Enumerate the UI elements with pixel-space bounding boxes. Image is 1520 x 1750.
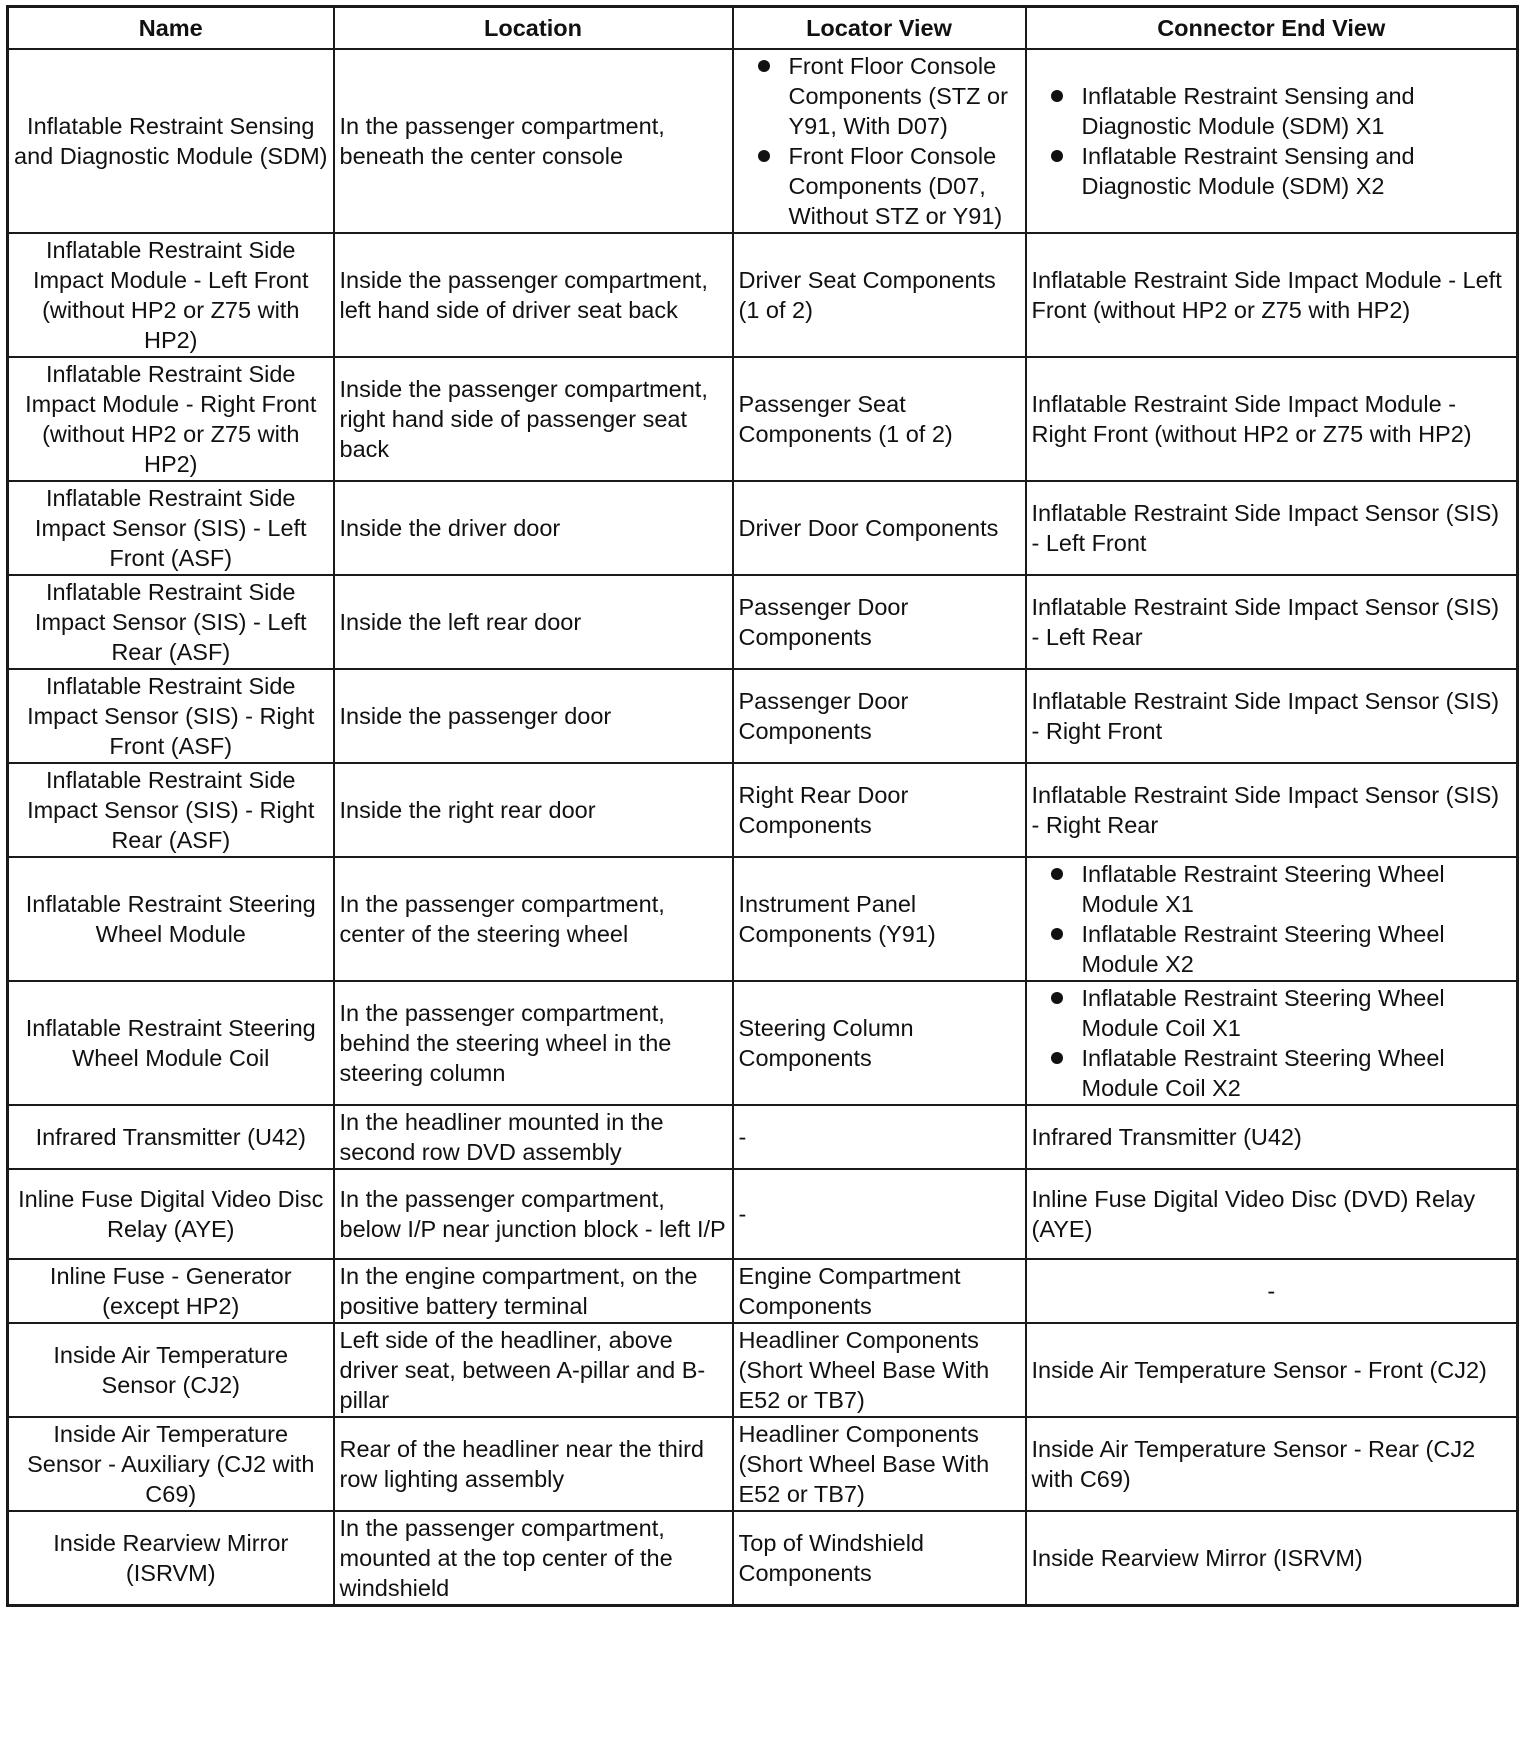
cell-connector-end-view: Inflatable Restraint Side Impact Sensor (SIS) - Right Front [1026, 669, 1518, 763]
bullet-text: Front Floor Console Components (D07, Without STZ or Y91) [788, 143, 1003, 229]
bullet-text: Inflatable Restraint Steering Wheel Module Coil X2 [1081, 1045, 1445, 1101]
cell-name: Inline Fuse - Generator (except HP2) [8, 1259, 334, 1323]
cell-locator-view: Right Rear Door Components [733, 763, 1026, 857]
bullet-item [1032, 141, 1512, 201]
cell-connector-end-view: Inside Air Temperature Sensor - Rear (CJ2 with C69) [1026, 1417, 1518, 1511]
cell-name: Inline Fuse Digital Video Disc Relay (AYE) [8, 1169, 334, 1259]
cell-connector-end-view: Inflatable Restraint Side Impact Module - Left Front (without HP2 or Z75 with HP2) [1026, 233, 1518, 357]
cell-location: In the passenger compartment, beneath the center console [334, 49, 733, 233]
table-row [8, 481, 1518, 575]
cell-connector-end-view: Inline Fuse Digital Video Disc (DVD) Relay (AYE) [1026, 1169, 1518, 1259]
bullet-item [1032, 919, 1512, 979]
cell-location: Inside the passenger compartment, right hand side of passenger seat back [334, 357, 733, 481]
cell-connector-end-view: - [1026, 1259, 1518, 1323]
table-row [8, 357, 1518, 481]
bullet-item [739, 51, 1020, 141]
cell-name: Inside Air Temperature Sensor - Auxiliary (CJ2 with C69) [8, 1417, 334, 1511]
cell-location: Inside the driver door [334, 481, 733, 575]
table-row [8, 1105, 1518, 1169]
bullet-dot-icon [758, 150, 770, 162]
cell-locator-view: Passenger Seat Components (1 of 2) [733, 357, 1026, 481]
cell-location: Inside the passenger door [334, 669, 733, 763]
cell-locator-view: Engine Compartment Components [733, 1259, 1026, 1323]
bullet-list [739, 51, 1020, 231]
header-location: Location [334, 7, 733, 50]
table-row [8, 575, 1518, 669]
cell-connector-end-view: Inflatable Restraint Side Impact Module - Right Front (without HP2 or Z75 with HP2) [1026, 357, 1518, 481]
cell-name: Inside Air Temperature Sensor (CJ2) [8, 1323, 334, 1417]
table-row [8, 49, 1518, 233]
header-locator-view: Locator View [733, 7, 1026, 50]
cell-name: Inflatable Restraint Side Impact Sensor (SIS) - Right Rear (ASF) [8, 763, 334, 857]
cell-name: Infrared Transmitter (U42) [8, 1105, 334, 1169]
bullet-list [1032, 983, 1512, 1103]
cell-name: Inflatable Restraint Steering Wheel Module Coil [8, 981, 334, 1105]
cell-locator-view: Driver Door Components [733, 481, 1026, 575]
bullet-dot-icon [1051, 992, 1063, 1004]
bullet-text: Front Floor Console Components (STZ or Y91, With D07) [788, 53, 1008, 139]
bullet-text: Inflatable Restraint Sensing and Diagnostic Module (SDM) X1 [1081, 83, 1415, 139]
cell-name: Inflatable Restraint Side Impact Sensor (SIS) - Right Front (ASF) [8, 669, 334, 763]
cell-location: In the passenger compartment, mounted at the top center of the windshield [334, 1511, 733, 1606]
cell-location: Inside the left rear door [334, 575, 733, 669]
table-row [8, 1323, 1518, 1417]
table-row [8, 763, 1518, 857]
cell-locator-view: Passenger Door Components [733, 669, 1026, 763]
bullet-dot-icon [1051, 868, 1063, 880]
component-locator-table [6, 5, 1519, 1607]
cell-location: In the passenger compartment, center of the steering wheel [334, 857, 733, 981]
bullet-item [739, 141, 1020, 231]
bullet-dot-icon [758, 60, 770, 72]
header-row [8, 7, 1518, 50]
table-row [8, 1259, 1518, 1323]
cell-name: Inflatable Restraint Side Impact Sensor (SIS) - Left Rear (ASF) [8, 575, 334, 669]
table-row [8, 1169, 1518, 1259]
table-row [8, 233, 1518, 357]
cell-locator-view: Steering Column Components [733, 981, 1026, 1105]
bullet-item [1032, 1043, 1512, 1103]
cell-connector-end-view: Inside Air Temperature Sensor - Front (CJ2) [1026, 1323, 1518, 1417]
cell-locator-view: Headliner Components (Short Wheel Base With E52 or TB7) [733, 1417, 1026, 1511]
cell-locator-view: - [733, 1169, 1026, 1259]
cell-connector-end-view: Inflatable Restraint Side Impact Sensor (SIS) - Left Rear [1026, 575, 1518, 669]
bullet-dot-icon [1051, 90, 1063, 102]
cell-locator-view: Top of Windshield Components [733, 1511, 1026, 1606]
bullet-item [1032, 859, 1512, 919]
cell-location: In the passenger compartment, behind the steering wheel in the steering column [334, 981, 733, 1105]
cell-connector-end-view: Infrared Transmitter (U42) [1026, 1105, 1518, 1169]
cell-location: Inside the right rear door [334, 763, 733, 857]
table-row [8, 857, 1518, 981]
bullet-list [1032, 859, 1512, 979]
cell-name: Inflatable Restraint Sensing and Diagnostic Module (SDM) [8, 49, 334, 233]
cell-connector-end-view: Inside Rearview Mirror (ISRVM) [1026, 1511, 1518, 1606]
cell-name: Inflatable Restraint Side Impact Module - Right Front (without HP2 or Z75 with HP2) [8, 357, 334, 481]
cell-name: Inflatable Restraint Side Impact Module - Left Front (without HP2 or Z75 with HP2) [8, 233, 334, 357]
bullet-list [1032, 81, 1512, 201]
bullet-dot-icon [1051, 150, 1063, 162]
cell-locator-view: Headliner Components (Short Wheel Base With E52 or TB7) [733, 1323, 1026, 1417]
cell-location: In the headliner mounted in the second row DVD assembly [334, 1105, 733, 1169]
bullet-text: Inflatable Restraint Steering Wheel Module Coil X1 [1081, 985, 1445, 1041]
cell-locator-view: Driver Seat Components (1 of 2) [733, 233, 1026, 357]
cell-connector-end-view [1026, 857, 1518, 981]
bullet-item [1032, 81, 1512, 141]
cell-name: Inside Rearview Mirror (ISRVM) [8, 1511, 334, 1606]
bullet-dot-icon [1051, 1052, 1063, 1064]
cell-location: Inside the passenger compartment, left hand side of driver seat back [334, 233, 733, 357]
table-row [8, 981, 1518, 1105]
bullet-text: Inflatable Restraint Sensing and Diagnostic Module (SDM) X2 [1081, 143, 1415, 199]
cell-locator-view: Passenger Door Components [733, 575, 1026, 669]
bullet-text: Inflatable Restraint Steering Wheel Module X2 [1081, 921, 1445, 977]
cell-location: In the passenger compartment, below I/P near junction block - left I/P [334, 1169, 733, 1259]
cell-location: Rear of the headliner near the third row lighting assembly [334, 1417, 733, 1511]
table-body [8, 49, 1518, 1606]
header-name: Name [8, 7, 334, 50]
cell-connector-end-view: Inflatable Restraint Side Impact Sensor (SIS) - Left Front [1026, 481, 1518, 575]
cell-location: Left side of the headliner, above driver seat, between A-pillar and B-pillar [334, 1323, 733, 1417]
cell-name: Inflatable Restraint Steering Wheel Module [8, 857, 334, 981]
cell-connector-end-view [1026, 981, 1518, 1105]
bullet-item [1032, 983, 1512, 1043]
cell-locator-view [733, 49, 1026, 233]
table-row [8, 669, 1518, 763]
table-row [8, 1417, 1518, 1511]
cell-location: In the engine compartment, on the positive battery terminal [334, 1259, 733, 1323]
cell-locator-view: - [733, 1105, 1026, 1169]
cell-name: Inflatable Restraint Side Impact Sensor (SIS) - Left Front (ASF) [8, 481, 334, 575]
cell-connector-end-view [1026, 49, 1518, 233]
bullet-text: Inflatable Restraint Steering Wheel Module X1 [1081, 861, 1445, 917]
table-row [8, 1511, 1518, 1606]
header-connector-end-view: Connector End View [1026, 7, 1518, 50]
cell-locator-view: Instrument Panel Components (Y91) [733, 857, 1026, 981]
cell-connector-end-view: Inflatable Restraint Side Impact Sensor (SIS) - Right Rear [1026, 763, 1518, 857]
bullet-dot-icon [1051, 928, 1063, 940]
